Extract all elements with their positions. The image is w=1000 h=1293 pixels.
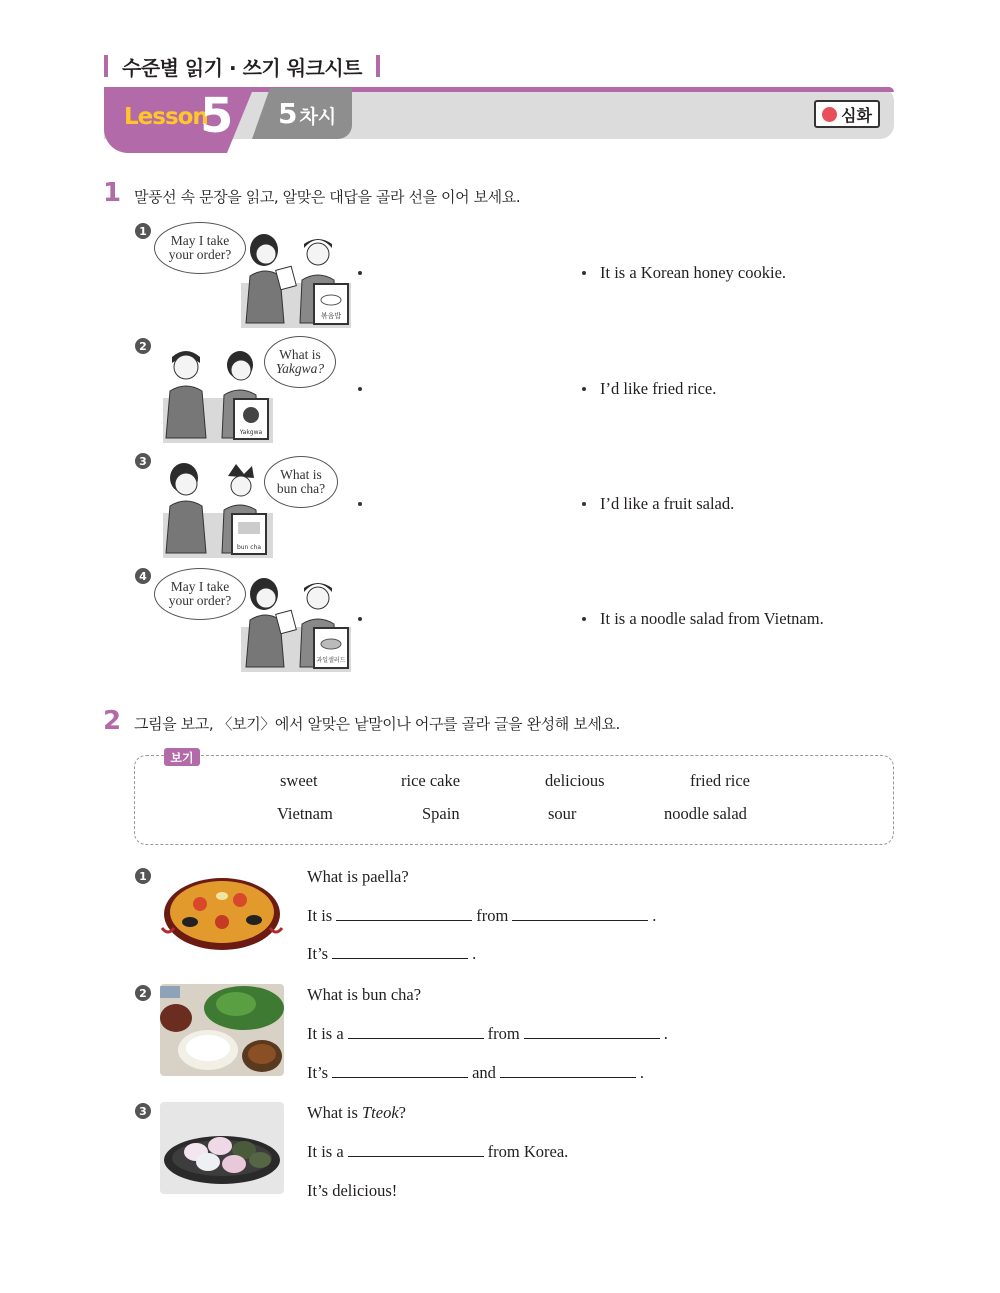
- sentence-line: [307, 906, 656, 926]
- item-marker-2: 2: [135, 338, 151, 354]
- bubble-line: Yakgwa?: [275, 361, 325, 376]
- word-bank-item: sour: [548, 804, 577, 823]
- match-dot-right[interactable]: [582, 502, 586, 506]
- question-marker-3: 3: [135, 1103, 151, 1119]
- match-dot-left[interactable]: [358, 502, 362, 506]
- answer-option: I’d like fried rice.: [600, 379, 717, 398]
- sentence-part: It is a: [307, 1142, 344, 1161]
- bubble-line: May I take: [170, 579, 230, 594]
- lesson-number: 5: [200, 88, 234, 144]
- answer-blank[interactable]: [336, 907, 472, 921]
- word-bank-item: Vietnam: [277, 804, 333, 823]
- section-1-number: 1: [103, 178, 122, 208]
- sentence-part: It’s: [307, 944, 329, 963]
- word-bank-label: 보기: [164, 748, 200, 766]
- question-marker-2: 2: [135, 985, 151, 1001]
- question-part: ?: [398, 1103, 406, 1122]
- answer-blank[interactable]: [332, 945, 468, 959]
- answer-blank[interactable]: [348, 1025, 484, 1039]
- waiter-customer-illustration: [236, 228, 356, 328]
- word-bank-item: delicious: [545, 771, 605, 790]
- sentence-part: from: [476, 906, 509, 925]
- question-text: What is bun cha?: [307, 985, 422, 1004]
- item-marker-3: 3: [135, 453, 151, 469]
- bubble-line: What is: [280, 467, 322, 482]
- answer-option: It is a Korean honey cookie.: [600, 263, 787, 282]
- sentence-part: .: [472, 944, 477, 963]
- word-bank-box: [134, 755, 894, 845]
- sentence-line: [307, 1142, 568, 1162]
- sentence-part: .: [639, 1063, 645, 1082]
- sentence-line: It’s delicious!: [307, 1181, 398, 1200]
- match-dot-left[interactable]: [358, 387, 362, 391]
- speech-bubble: [154, 568, 246, 620]
- title-left-bar: [104, 55, 108, 77]
- section-2-instruction: 그림을 보고, 〈보기〉에서 알맞은 낱말이나 어구를 골라 글을 완성해 보세요.: [134, 715, 620, 733]
- menu-card-label: bun cha: [236, 544, 262, 551]
- question-marker-1: 1: [135, 868, 151, 884]
- match-dot-right[interactable]: [582, 271, 586, 275]
- speech-bubble: [154, 222, 246, 274]
- sentence-line: [307, 1024, 668, 1044]
- sentence-part: and: [472, 1063, 496, 1082]
- sentence-part: It is a: [307, 1024, 344, 1043]
- answer-blank[interactable]: [524, 1025, 660, 1039]
- match-dot-left[interactable]: [358, 271, 362, 275]
- answer-blank[interactable]: [332, 1064, 468, 1078]
- answer-option: It is a noodle salad from Vietnam.: [600, 609, 824, 628]
- sentence-part: from: [487, 1024, 520, 1043]
- level-label: 심화: [841, 105, 872, 125]
- lesson-label: Lesson: [124, 104, 208, 130]
- question-part: Tteok: [362, 1103, 399, 1122]
- word-bank-item: noodle salad: [664, 804, 747, 823]
- section-1-instruction: 말풍선 속 문장을 읽고, 알맞은 대답을 골라 선을 이어 보세요.: [134, 188, 521, 206]
- answer-blank[interactable]: [348, 1143, 484, 1157]
- question-text: What is paella?: [307, 867, 409, 886]
- sentence-part: It’s: [307, 1063, 329, 1082]
- sentence-part: from Korea.: [487, 1142, 569, 1161]
- bubble-line: May I take: [170, 233, 230, 248]
- word-bank-item: sweet: [280, 771, 318, 790]
- item-marker-1: 1: [135, 223, 151, 239]
- speech-bubble: [264, 336, 336, 388]
- speech-bubble: [264, 456, 338, 508]
- session-label: [278, 97, 336, 130]
- level-badge: [814, 100, 880, 128]
- worksheet-title-bar: [104, 52, 380, 80]
- level-dot-icon: [822, 107, 837, 122]
- answer-blank[interactable]: [512, 907, 648, 921]
- session-number: 5: [278, 97, 298, 130]
- answer-blank[interactable]: [500, 1064, 636, 1078]
- bun-cha-photo: [160, 984, 284, 1076]
- word-bank-item: Spain: [422, 804, 460, 823]
- word-bank-item: rice cake: [401, 771, 461, 790]
- menu-card-label: 과일샐러드: [316, 657, 346, 664]
- answer-option: I’d like a fruit salad.: [600, 494, 735, 513]
- menu-card-label: Yakgwa: [239, 429, 263, 436]
- sentence-line: [307, 1063, 644, 1083]
- sentence-part: .: [663, 1024, 668, 1043]
- bubble-line: bun cha?: [276, 481, 326, 496]
- session-word: 차시: [299, 106, 337, 128]
- bubble-line: What is: [279, 347, 321, 362]
- word-bank-item: fried rice: [690, 771, 750, 790]
- sentence-part: .: [652, 906, 657, 925]
- paella-photo: [160, 866, 284, 958]
- tteok-photo: [160, 1102, 284, 1194]
- match-dot-right[interactable]: [582, 387, 586, 391]
- sentence-part: It is: [307, 906, 333, 925]
- question-text: [307, 1103, 406, 1123]
- customer-waiter-illustration: [158, 343, 278, 443]
- question-part: What is: [307, 1103, 362, 1122]
- customer-waiter-illustration: [158, 458, 278, 558]
- section-2-number: 2: [103, 706, 122, 736]
- worksheet-title: 수준별 읽기 · 쓰기 워크시트: [122, 55, 362, 80]
- title-right-bar: [376, 55, 380, 77]
- sentence-line: [307, 944, 476, 964]
- match-dot-left[interactable]: [358, 617, 362, 621]
- menu-card-label: 볶음밥: [320, 312, 342, 320]
- waiter-customer-illustration: [236, 572, 356, 672]
- item-marker-4: 4: [135, 568, 151, 584]
- match-dot-right[interactable]: [582, 617, 586, 621]
- bubble-line: your order?: [168, 247, 232, 262]
- bubble-line: your order?: [168, 593, 232, 608]
